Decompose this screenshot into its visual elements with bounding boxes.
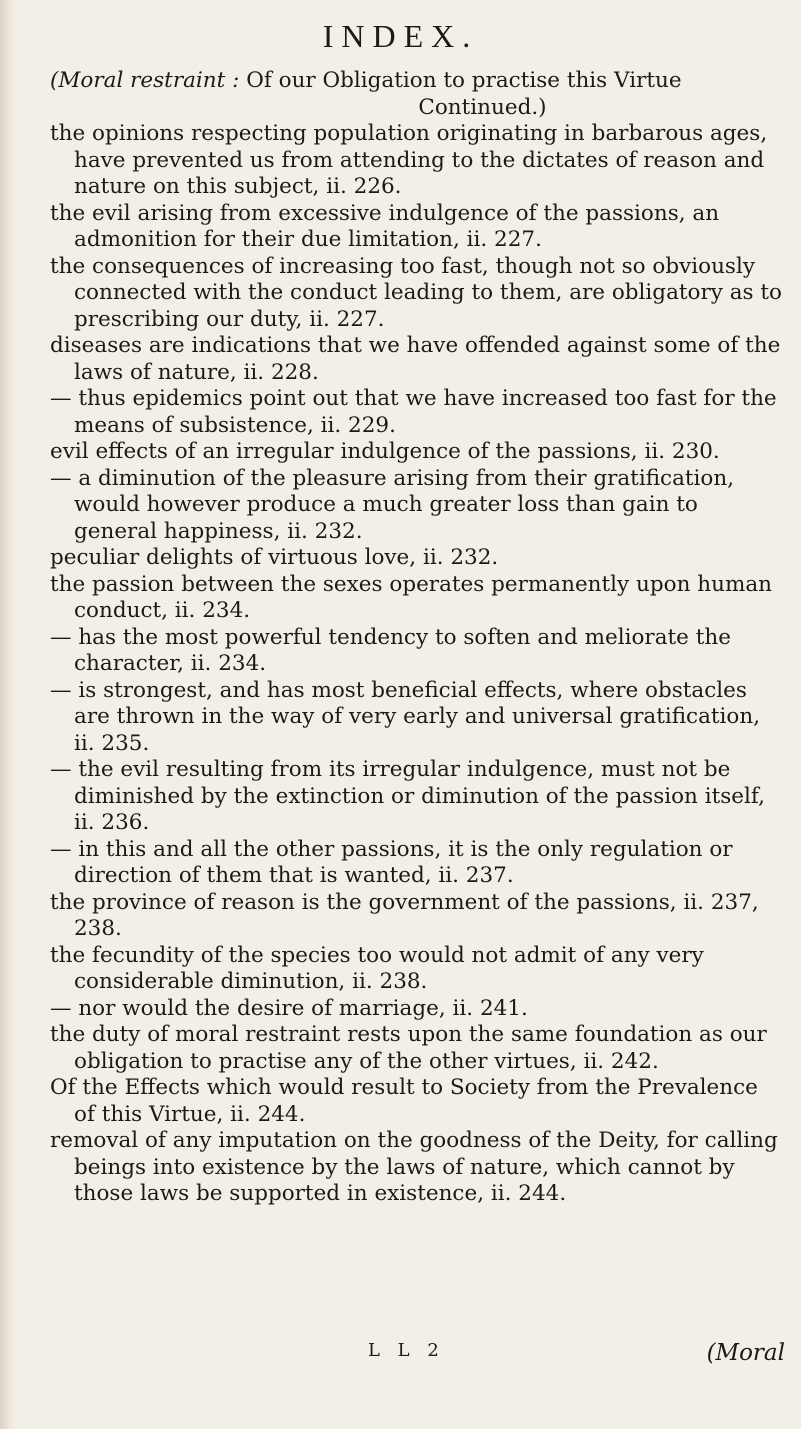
index-entry: evil effects of an irregular indulgence of the passions, ii. 230. xyxy=(50,439,720,464)
index-entry: the fecundity of the species too would not admit of any very considerable diminution, ii. 238. xyxy=(50,942,704,994)
index-entry: the opinions respecting population originating in barbarous ages, have prevented us from attending to the dictates of reason and nature on this subject, ii. 226. xyxy=(50,121,768,199)
page-header: INDEX. xyxy=(322,18,479,54)
section-heading-continued: Continued.) xyxy=(418,94,547,120)
index-entry: — nor would the desire of marriage, ii. 241. xyxy=(50,995,528,1021)
index-entry: — in this and all the other passions, it is the only regulation or direction of them that is wanted, ii. 237. xyxy=(50,836,733,888)
index-entry: the consequences of increasing too fast, though not so obviously connected with the conduct leading to them, are obligatory as to prescribing our duty, ii. 227. xyxy=(50,253,782,332)
index-entry: the province of reason is the government of the passions, ii. 237, 238. xyxy=(50,889,759,941)
index-entry: the duty of moral restraint rests upon the same foundation as our obligation to practise any of the other virtues, ii. 242. xyxy=(50,1022,767,1074)
index-entry: — the evil resulting from its irregular indulgence, must not be diminished by the extinction or diminution of the passion itself, ii. 236. xyxy=(50,757,765,835)
index-entry: the evil arising from excessive indulgence of the passions, an admonition for their due limitation, ii. 227. xyxy=(50,200,720,252)
page-footer xyxy=(50,1340,785,1368)
index-entry: the passion between the sexes operates permanently upon human conduct, ii. 234. xyxy=(50,571,772,623)
index-entry: diseases are indications that we have offended against some of the laws of nature, ii. 228. xyxy=(50,333,781,385)
catchword: (Moral xyxy=(706,1340,785,1366)
index-entry: — is strongest, and has most beneficial effects, where obstacles are thrown in the way of very early and universal gratification, ii. 235. xyxy=(50,677,761,756)
signature-mark: L L 2 xyxy=(368,1340,445,1361)
index-entry: — has the most powerful tendency to soften and meliorate the character, ii. 234. xyxy=(50,624,731,676)
section-heading-text: Of our Obligation to practise this Virtue xyxy=(239,68,682,93)
section-heading-italic: (Moral restraint : xyxy=(50,68,240,93)
index-entry: — thus epidemics point out that we have increased too fast for the means of subsistence, ii. 229. xyxy=(50,386,777,438)
index-entry: removal of any imputation on the goodness of the Deity, for calling beings into existence by the laws of nature, which cannot by those laws be supported in existence, ii. 244. xyxy=(50,1128,778,1206)
index-entry: Of the Effects which would result to Society from the Prevalence of this Virtue, ii. 244. xyxy=(50,1075,758,1127)
index-entry: — a diminution of the pleasure arising from their gratification, would however produce a much greater loss than gain to general happiness, ii. 232. xyxy=(50,465,735,544)
index-entry: peculiar delights of virtuous love, ii. 232. xyxy=(50,545,499,570)
section-heading xyxy=(50,68,785,95)
index-entries xyxy=(50,68,785,1208)
